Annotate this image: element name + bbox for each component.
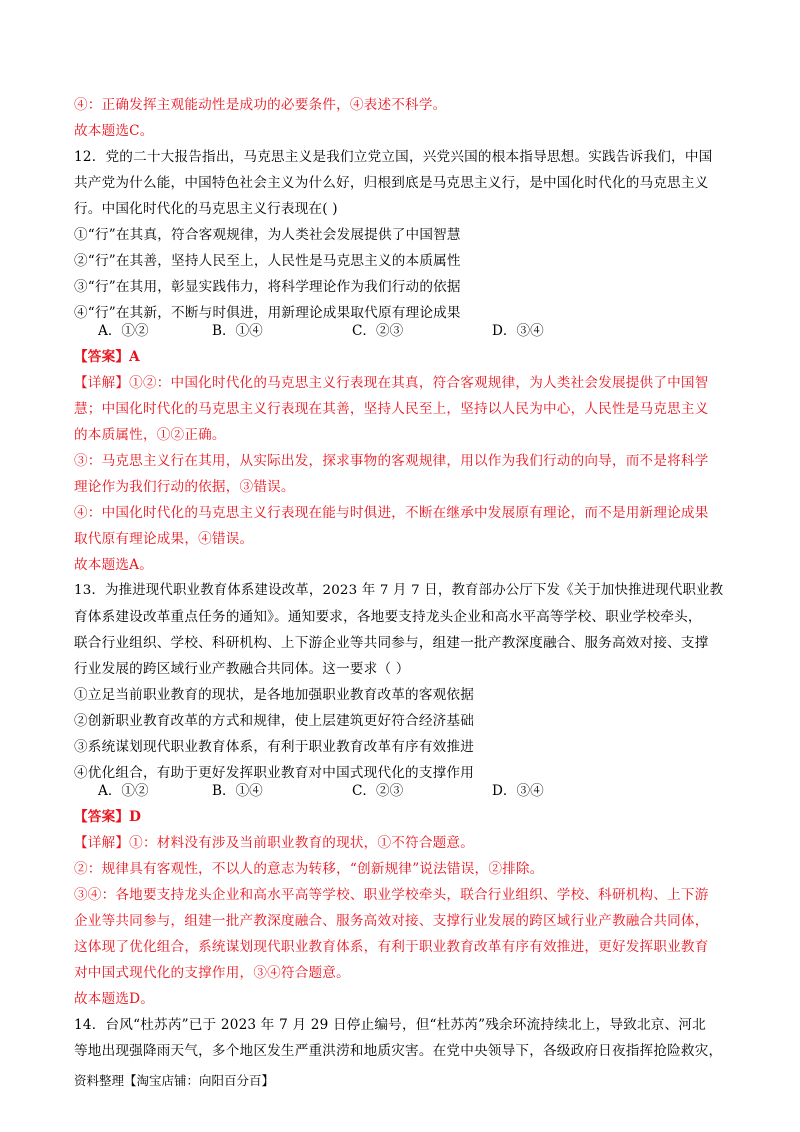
text-line: 行。中国化时代化的马克思主义行表现在( ) (74, 201, 338, 217)
answer-label: 【答案】A (74, 349, 140, 365)
explanation-line: 【详解】①②：中国化时代化的马克思主义行表现在其真，符合客观规律，为人类社会发展提供了中国智 (74, 375, 709, 391)
q13-option-a: A．①② (98, 783, 149, 799)
question-12-stem: 12．党的二十大报告指出，马克思主义是我们立党立国，兴党兴国的根本指导思想。实践告诉我们，中国 (74, 149, 713, 165)
question-13-stem: 13．为推进现代职业教育体系建设改革，2023 年 7 月 7 日，教育部办公厅下发《关于加快推进现代职业教 (74, 583, 724, 598)
text-line: 育体系建设改革重点任务的通知》。通知要求，各地要支持龙头企业和高水平高等学校、职业学校牵头， (74, 609, 702, 625)
statement-line: ②“行”在其善，坚持人民至上，人民性是马克思主义的本质属性 (74, 253, 461, 269)
statement-line: ④“行”在其新，不断与时俱进，用新理论成果取代原有理论成果 (74, 305, 461, 321)
text-line: 故本题选C。 (74, 123, 154, 139)
text-line: ④：正确发挥主观能动性是成功的必要条件，④表述不科学。 (74, 97, 447, 113)
explanation-line: 取代原有理论成果，④错误。 (74, 531, 254, 547)
explanation-line: 这体现了优化组合，系统谋划现代职业教育体系，有利于职业教育改革有序有效推进，更好发挥职业教育 (74, 939, 709, 955)
explanation-line: ③④：各地要支持龙头企业和高水平高等学校、职业学校牵头，联合行业组织、学校、科研机构、上下游 (74, 887, 709, 903)
answer-label: 【答案】D (74, 809, 142, 825)
q12-option-d: D．③④ (492, 323, 544, 339)
explanation-line: ④：中国化时代化的马克思主义行表现在能与时俱进，不断在继承中发展原有理论，而不是用新理论成果 (74, 505, 709, 521)
q13-option-b: B．①④ (212, 783, 263, 799)
q12-option-c: C．②③ (352, 323, 404, 339)
explanation-line: 故本题选D。 (74, 991, 155, 1007)
q13-option-c: C．②③ (352, 783, 404, 799)
explanation-line: ②：规律具有客观性，不以人的意志为转移，“创新规律”说法错误，②排除。 (74, 861, 544, 877)
question-14-stem: 14．台风“杜苏芮”已于 2023 年 7 月 29 日停止编号，但“杜苏芮”残余环流持续北上，导致北京、河北 (74, 1017, 706, 1033)
explanation-line: 企业等共同参与，组建一批产教深度融合、服务高效对接、支撑行业发展的跨区域行业产教融合共同体， (74, 913, 709, 929)
explanation-line: 理论作为我们行动的依据，③错误。 (74, 479, 295, 495)
text-line: 共产党为什么能，中国特色社会主义为什么好，归根到底是马克思主义行，是中国化时代化的马克思主义 (74, 175, 709, 191)
explanation-line: 【详解】①：材料没有涉及当前职业教育的现状，①不符合题意。 (74, 835, 475, 851)
statement-line: ④优化组合，有助于更好发挥职业教育对中国式现代化的支撑作用 (74, 765, 475, 781)
explanation-line: 的本质属性，①②正确。 (74, 427, 226, 443)
q12-option-a: A．①② (98, 323, 149, 339)
text-line: 行业发展的跨区域行业产教融合共同体。这一要求（ ） (74, 661, 410, 677)
explanation-line: 对中国式现代化的支撑作用，③④符合题意。 (74, 965, 350, 981)
statement-line: ②创新职业教育改革的方式和规律，使上层建筑更好符合经济基础 (74, 713, 475, 729)
text-line: 等地出现强降雨天气，多个地区发生严重洪涝和地质灾害。在党中央领导下，各级政府日夜指挥抢险救灾， (74, 1043, 723, 1059)
explanation-line: 故本题选A。 (74, 557, 153, 573)
q13-option-d: D．③④ (492, 783, 544, 799)
statement-line: ③“行”在其用，彰显实践伟力，将科学理论作为我们行动的依据 (74, 279, 461, 295)
statement-line: ③系统谋划现代职业教育体系，有利于职业教育改革有序有效推进 (74, 739, 475, 755)
page-footer: 资料整理【淘宝店铺：向阳百分百】 (74, 1073, 275, 1088)
text-line: 联合行业组织、学校、科研机构、上下游企业等共同参与，组建一批产教深度融合、服务高效对接、支撑 (74, 635, 709, 651)
explanation-line: ③：马克思主义行在其用，从实际出发，探求事物的客观规律，用以作为我们行动的向导，而不是将科学 (74, 453, 709, 469)
explanation-line: 慧；中国化时代化的马克思主义行表现在其善，坚持人民至上，坚持以人民为中心，人民性是马克思主义 (74, 401, 709, 417)
statement-line: ①立足当前职业教育的现状，是各地加强职业教育改革的客观依据 (74, 687, 475, 703)
q12-option-b: B．①④ (212, 323, 263, 339)
statement-line: ①“行”在其真，符合客观规律，为人类社会发展提供了中国智慧 (74, 227, 461, 243)
